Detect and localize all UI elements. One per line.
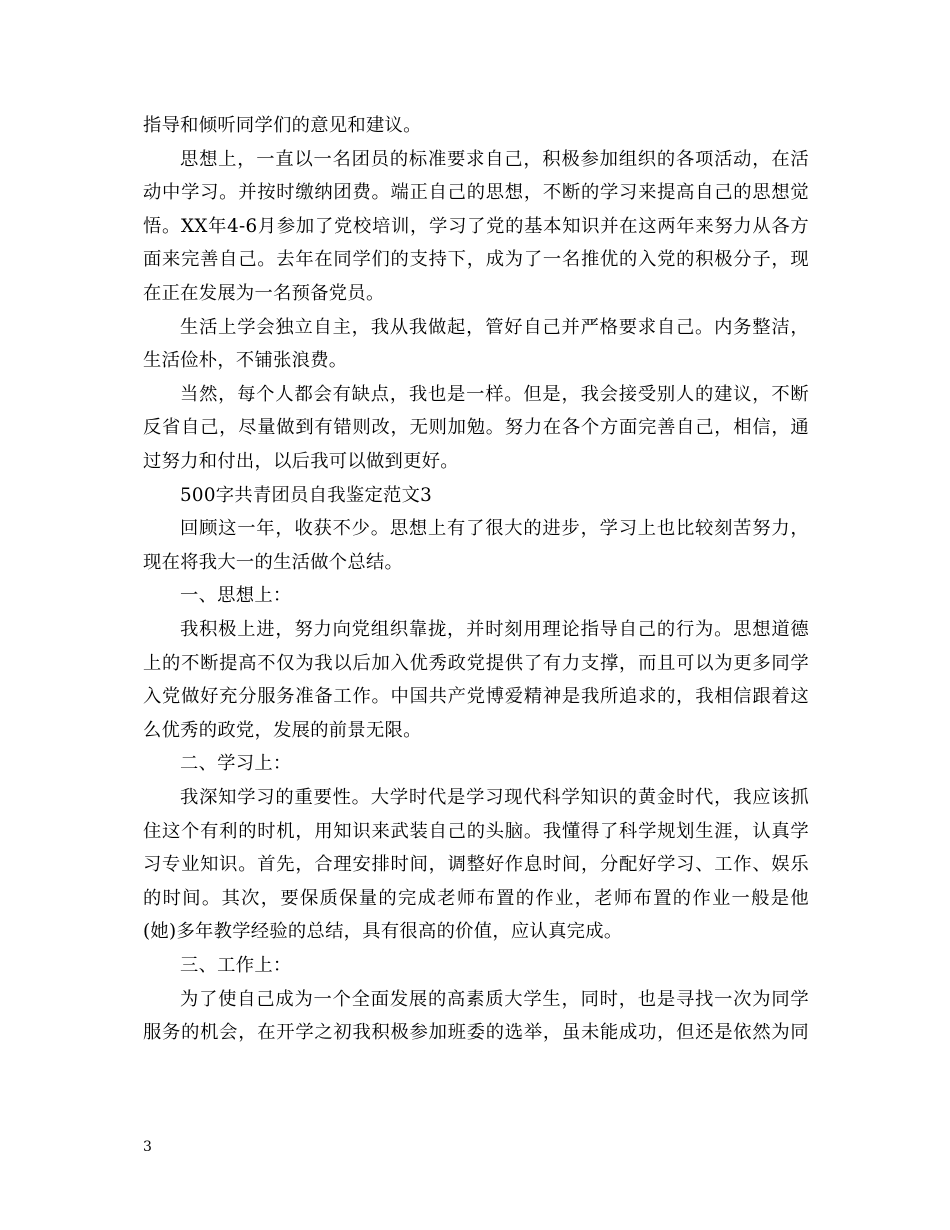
text-line: 上的不断提高不仅为我以后加入优秀政党提供了有力支撑，而且可以为更多同学 — [143, 652, 809, 674]
text-line: 面来完善自己。去年在同学们的支持下，成为了一名推优的入党的积极分子，现 — [143, 249, 809, 271]
text-line: 为了使自己成为一个全面发展的高素质大学生，同时，也是寻找一次为同学 — [180, 988, 809, 1010]
page-number: 3 — [143, 1139, 152, 1155]
text-line: 回顾这一年，收获不少。思想上有了很大的进步，学习上也比较刻苦努力， — [180, 518, 809, 540]
text-line: 思想上，一直以一名团员的标准要求自己，积极参加组织的各项活动，在活 — [180, 148, 809, 170]
text-line: 悟。XX年4-6月参加了党校培训，学习了党的基本知识并在这两年来努力从各方 — [143, 215, 809, 237]
text-line: 住这个有利的时机，用知识来武装自己的头脑。我懂得了科学规划生涯，认真学 — [143, 820, 809, 842]
text-line: 反省自己，尽量做到有错则改，无则加勉。努力在各个方面完善自己，相信，通 — [143, 417, 809, 439]
text-line: 我深知学习的重要性。大学时代是学习现代科学知识的黄金时代，我应该抓 — [180, 787, 809, 808]
text-line: 动中学习。并按时缴纳团费。端正自己的思想，不断的学习来提高自己的思想觉 — [143, 182, 809, 204]
text-line: (她)多年教学经验的总结，具有很高的价值，应认真完成。 — [143, 921, 623, 943]
text-line: 生活上学会独立自主，我从我做起，管好自己并严格要求自己。内务整洁， — [180, 316, 809, 338]
text-line: 指导和倾听同学们的意见和建议。 — [143, 115, 422, 136]
text-line: 现在将我大一的生活做个总结。 — [143, 551, 404, 573]
text-line: 的时间。其次，要保质保量的完成老师布置的作业，老师布置的作业一般是他 — [143, 887, 809, 909]
text-line: 三、工作上： — [180, 955, 292, 976]
text-line: 二、学习上： — [180, 753, 292, 775]
text-line: 过努力和付出，以后我可以做到更好。 — [143, 451, 459, 472]
text-line: 习专业知识。首先，合理安排时间，调整好作息时间，分配好学习、工作、娱乐 — [143, 854, 809, 876]
text-line: 一、思想上： — [180, 585, 292, 607]
text-line: 500字共青团员自我鉴定范文3 — [180, 484, 433, 506]
text-line: 么优秀的政党，发展的前景无限。 — [143, 719, 422, 741]
text-line: 我积极上进，努力向党组织靠拢，并时刻用理论指导自己的行为。思想道德 — [180, 619, 809, 640]
text-line: 生活俭朴，不铺张浪费。 — [143, 350, 348, 372]
text-line: 当然，每个人都会有缺点，我也是一样。但是，我会接受别人的建议，不断 — [180, 383, 809, 405]
text-line: 在正在发展为一名预备党员。 — [143, 283, 385, 304]
text-line: 服务的机会，在开学之初我积极参加班委的选举，虽未能成功，但还是依然为同 — [143, 1022, 809, 1044]
text-line: 入党做好充分服务准备工作。中国共产党博爱精神是我所追求的，我相信跟着这 — [143, 686, 809, 708]
